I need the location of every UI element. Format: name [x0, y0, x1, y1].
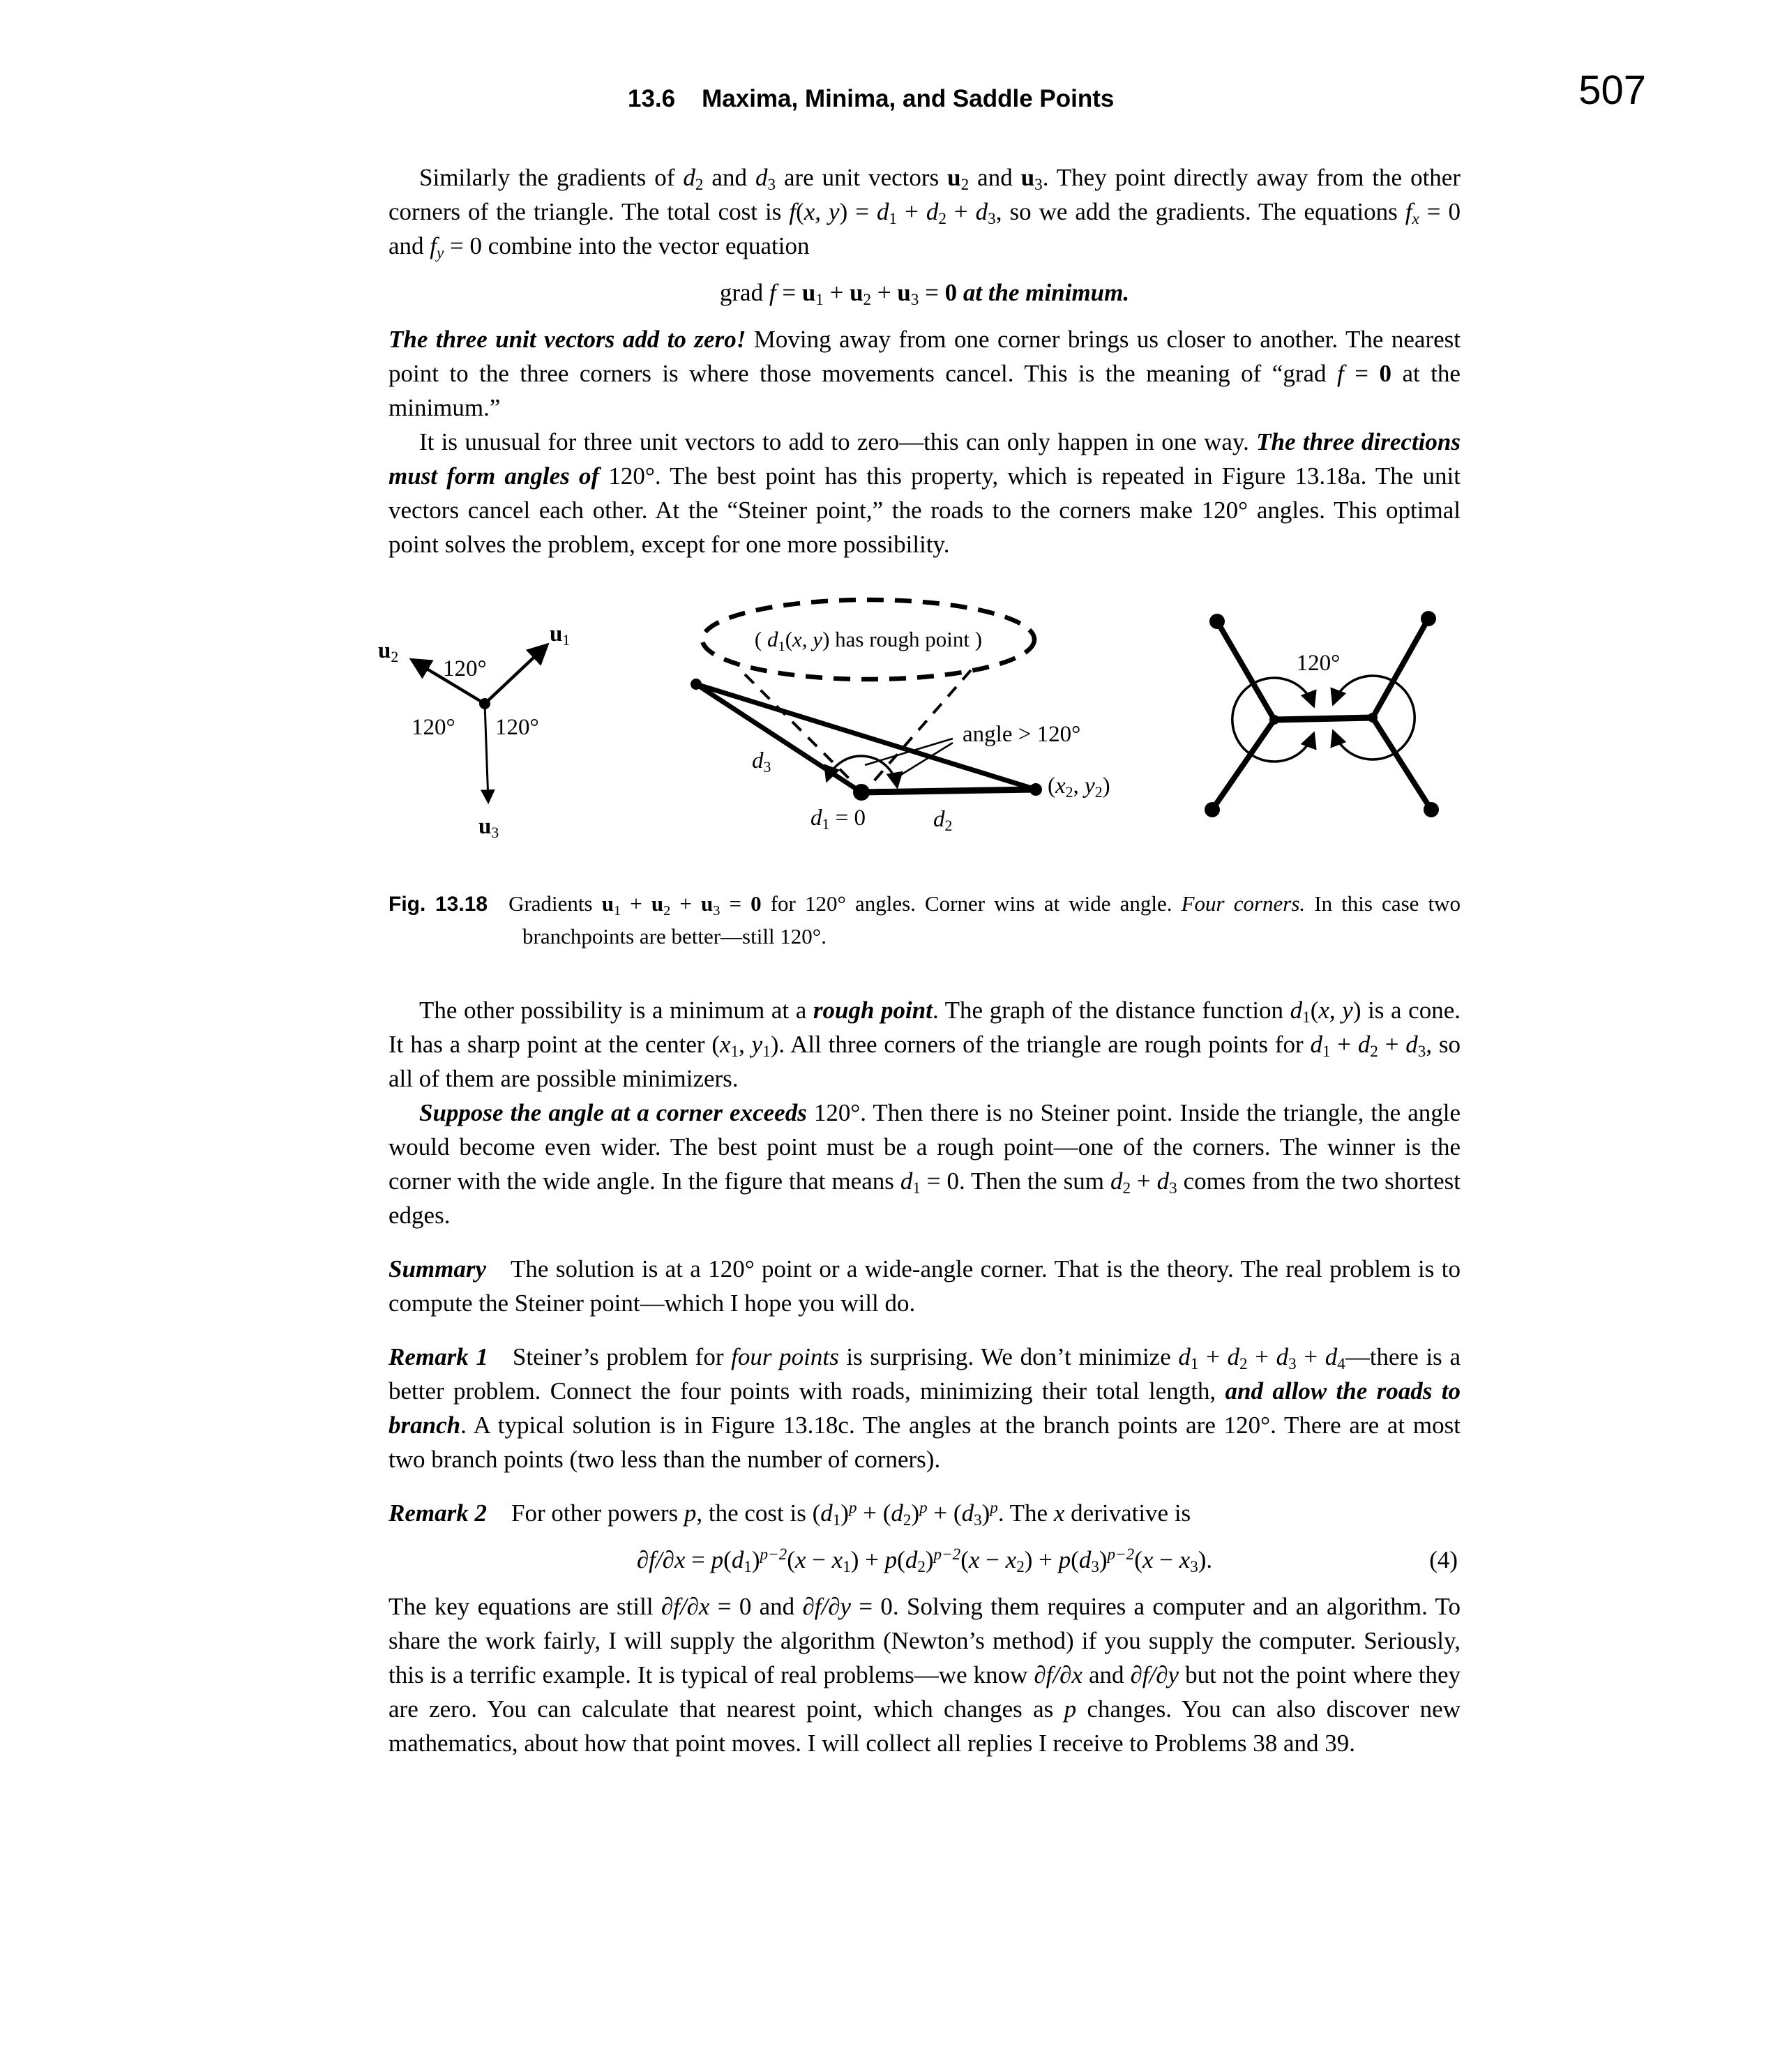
road-top-right	[1373, 619, 1428, 718]
vector-u3-arrow	[485, 704, 488, 801]
label-angle-120-c: 120°	[1296, 651, 1341, 676]
label-u2: $u_2$	[378, 638, 399, 666]
label-angle-note: angle > 120°	[963, 722, 1081, 747]
road-bottom-right	[1373, 718, 1431, 810]
figure-caption-text: Gradients $u_1 + u_2 + u_3 = 0$ for 120° angles. Corner wins at wide angle. Four corners. In this case two branchpoints are better—still 120°.	[508, 891, 1461, 948]
label-u3: $u_3$	[478, 814, 499, 842]
paragraph-unusual: It is unusual for three unit vectors to add to zero—this can only happen in one way. The three directions must form angles of 120°. The best point has this property, which is repeated in Figure 13.18a. The unit vectors cancel each other. At the “Steiner point,” the roads to the corners make 120° angles. This optimal point solves the problem, except for one more possibility.	[388, 428, 1461, 558]
triangle-edge-d3	[696, 684, 861, 792]
diagram-four-corners	[1205, 611, 1439, 817]
label-angle-right: 120°	[495, 715, 539, 740]
corner-dot-bl	[1205, 802, 1220, 817]
label-u1: $u_1$	[550, 621, 571, 649]
branch-point-right	[1368, 713, 1378, 723]
label-angle-left: 120°	[412, 715, 455, 740]
section-title: Maxima, Minima, and Saddle Points	[702, 85, 1115, 112]
label-angle-top: 120°	[443, 656, 487, 681]
equation-4	[388, 1543, 1461, 1577]
vector-u1-arrow	[485, 646, 546, 704]
equation-4-number: (4)	[1429, 1546, 1458, 1573]
paragraph-three-unit-vectors: The three unit vectors add to zero! Moving away from one corner brings us closer to another. The nearest point to the three corners is where those movements cancel. This is the meaning of “grad f = 0 at the minimum.”	[388, 326, 1461, 421]
road-branch-bar	[1274, 718, 1373, 720]
wide-angle-arc	[827, 756, 897, 786]
text-column	[378, 160, 1461, 1760]
triangle-edge-d2	[861, 789, 1036, 792]
figure-caption-label: Fig. 13.18	[388, 893, 488, 916]
figure-caption	[388, 888, 1461, 953]
corner-dot-top	[691, 679, 702, 690]
paragraph-key-equations: The key equations are still ∂f/∂x = 0 and ∂f/∂y = 0. Solving them requires a computer and an algorithm. To share the work fairly, I will supply the algorithm (Newton’s method) if you supply the computer. Seriously, this is a terrific example. It is typical of real problems—we know ∂f/∂x and ∂f/∂y but not the point where they are zero. You can calculate that nearest point, which changes as p changes. You can also discover new mathematics, about how that point moves. I will collect all replies I receive to Problems 38 and 39.	[388, 1593, 1461, 1757]
label-d2: $d_2$	[933, 807, 953, 835]
rough-point-dot	[853, 784, 870, 801]
paragraph-remark-2: Remark 2 For other powers p, the cost is $(d_1)^p + (d_2)^p + (d_3)^p$. The x derivative is	[388, 1498, 1191, 1529]
corner-dot-tr	[1421, 611, 1436, 626]
paragraph-gradients: Similarly the gradients of $d_2$ and $d_3$ are unit vectors $u_2$ and $u_3$. They point directly away from the other corners of the triangle. The total cost is f(x, $y) = d_1 + d_2 + d_3$, so we add the gradients. The equations $f_x = 0$ and $f_y = 0$ combine into the vector equation	[388, 164, 1461, 262]
label-rough-point-callout: ( $d_1(x$, y) has rough point )	[754, 627, 983, 654]
branch-point-left	[1269, 715, 1279, 725]
road-top-left	[1217, 621, 1274, 720]
paragraph-rough-point: The other possibility is a minimum at a rough point. The graph of the distance function $d_1(x$, y) is a cone. It has a sharp point at the center ($x_1$, $y_1$). All three corners of the triangle are rough points for $d_1 + d_2 + d_3$, so all of them are possible minimizers.	[388, 997, 1461, 1092]
page-number: 507	[1578, 68, 1646, 113]
steiner-point-dot	[479, 698, 490, 709]
label-corner-x2y2: ($x_2$, $y_2$)	[1048, 773, 1110, 801]
label-d3: $d_3$	[752, 748, 771, 776]
section-number: 13.6	[628, 85, 676, 112]
paragraph-summary: Summary The solution is at a 120° point or a wide-angle corner. That is the theory. The real problem is to compute the Steiner point—which I hope you will do.	[388, 1255, 1461, 1317]
paragraph-remark-1: Remark 1 Steiner’s problem for four points is surprising. We don’t minimize $d_1 + d_2 + d_3$ + $d_4—there$ is a better problem. Connect the four points with roads, minimizing their total length, and allow the roads to branch. A typical solution is in Figure 13.18c. The angles at the branch points are 120°. There are at most two branch points (two less than the number of corners).	[388, 1343, 1461, 1473]
corner-dot-tl	[1209, 614, 1225, 629]
corner-dot-br	[1424, 802, 1439, 817]
equation-4-body: $\partial f/\partial x = p(d_1)^{p-2}(x - x_1) + p(d_2)^{p-2}(x - x_2) + p(d_3)^{p-2}(x - x_3)$.	[636, 1545, 1213, 1576]
running-header	[628, 85, 1114, 113]
label-d1-zero: $d_1 = 0$	[810, 806, 866, 833]
road-bottom-left	[1212, 720, 1274, 810]
paragraph-suppose-angle: Suppose the angle at a corner exceeds 120°. Then there is no Steiner point. Inside the triangle, the angle would become even wider. The best point must be a rough point—one of the corners. The winner is the corner with the wide angle. In the figure that means $d_1 = 0$. Then the sum $d_2 + d_3$ comes from the two shortest edges.	[388, 1099, 1461, 1229]
figure-13-18	[377, 592, 1465, 871]
corner-dot-right	[1029, 783, 1042, 796]
equation-grad-f: grad $f = u_1 + u_2 + u_3 = 0$ at the minimum.	[719, 279, 1130, 309]
